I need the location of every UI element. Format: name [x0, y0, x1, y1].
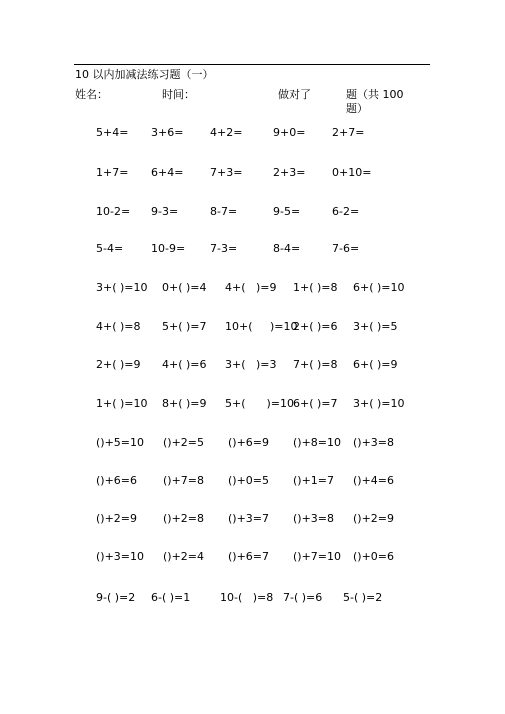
math-problem: 8-7= — [210, 205, 238, 218]
math-problem: ()+6=9 — [228, 436, 270, 449]
problem-row — [0, 166, 505, 182]
math-problem: 9-3= — [151, 205, 179, 218]
total-count-line1: 题（共 100 — [346, 88, 404, 101]
math-problem: 1+7= — [96, 166, 129, 179]
problem-row — [0, 550, 505, 566]
problem-row — [0, 436, 505, 452]
total-count-label — [346, 88, 416, 116]
math-problem: ()+2=8 — [163, 512, 205, 525]
math-problem: ()+4=6 — [353, 474, 395, 487]
math-problem: ()+3=7 — [228, 512, 270, 525]
math-problem: 10-9= — [151, 242, 186, 255]
math-problem: 2+( )=6 — [293, 320, 338, 333]
math-problem: 6-2= — [332, 205, 360, 218]
math-problem: 5-( )=2 — [343, 591, 383, 604]
math-problem: ()+2=9 — [96, 512, 138, 525]
math-problem: ()+2=5 — [163, 436, 205, 449]
math-problem: ()+7=8 — [163, 474, 205, 487]
math-problem: 2+3= — [273, 166, 306, 179]
math-problem: ()+3=8 — [353, 436, 395, 449]
math-problem: ()+0=6 — [353, 550, 395, 563]
problem-row — [0, 591, 505, 607]
problem-row — [0, 242, 505, 258]
problem-row — [0, 320, 505, 336]
math-problem: 7-( )=6 — [283, 591, 323, 604]
math-problem: 9+0= — [273, 126, 306, 139]
math-problem: 7-3= — [210, 242, 238, 255]
math-problem: ()+1=7 — [293, 474, 335, 487]
problem-row — [0, 126, 505, 142]
math-problem: 7-6= — [332, 242, 360, 255]
correct-count-label: 做对了 — [278, 88, 311, 101]
math-problem: 5+( )=10 — [225, 397, 294, 410]
math-problem: 10-( )=8 — [220, 591, 274, 604]
math-problem: 9-( )=2 — [96, 591, 136, 604]
math-problem: 3+( )=3 — [225, 358, 277, 371]
math-problem: 5-4= — [96, 242, 124, 255]
problem-row — [0, 474, 505, 490]
math-problem: 2+7= — [332, 126, 365, 139]
math-problem: ()+8=10 — [293, 436, 342, 449]
math-problem: 1+( )=8 — [293, 281, 338, 294]
math-problem: ()+2=4 — [163, 550, 205, 563]
worksheet-title: 10 以内加减法练习题（一） — [75, 68, 214, 81]
math-problem: 8+( )=9 — [162, 397, 207, 410]
math-problem: ()+7=10 — [293, 550, 342, 563]
problem-row — [0, 205, 505, 221]
math-problem: 2+( )=9 — [96, 358, 141, 371]
math-problem: 4+( )=8 — [96, 320, 141, 333]
math-problem: 5+( )=7 — [162, 320, 207, 333]
math-problem: 4+( )=6 — [162, 358, 207, 371]
math-problem: 5+4= — [96, 126, 129, 139]
math-problem: 10+( )=10 — [225, 320, 298, 333]
math-problem: ()+3=10 — [96, 550, 145, 563]
math-problem: 6+( )=9 — [353, 358, 398, 371]
math-problem: 6-( )=1 — [151, 591, 191, 604]
math-problem: 4+2= — [210, 126, 243, 139]
math-problem: ()+3=8 — [293, 512, 335, 525]
math-problem: 6+4= — [151, 166, 184, 179]
math-problem: 0+10= — [332, 166, 372, 179]
header-rule — [74, 64, 430, 65]
name-label: 姓名： — [75, 88, 108, 101]
math-problem: ()+6=7 — [228, 550, 270, 563]
problem-row — [0, 358, 505, 374]
math-problem: ()+0=5 — [228, 474, 270, 487]
math-problem: 6+( )=10 — [353, 281, 405, 294]
problem-row — [0, 281, 505, 297]
math-problem: ()+2=9 — [353, 512, 395, 525]
math-problem: 0+( )=4 — [162, 281, 207, 294]
math-problem: 10-2= — [96, 205, 131, 218]
math-problem: 3+( )=10 — [96, 281, 148, 294]
math-problem: 3+( )=10 — [353, 397, 405, 410]
math-problem: 9-5= — [273, 205, 301, 218]
math-problem: 1+( )=10 — [96, 397, 148, 410]
math-problem: 6+( )=7 — [293, 397, 338, 410]
math-problem: ()+6=6 — [96, 474, 138, 487]
math-problem: 7+( )=8 — [293, 358, 338, 371]
math-problem: 3+6= — [151, 126, 184, 139]
math-problem: 3+( )=5 — [353, 320, 398, 333]
problem-row — [0, 397, 505, 413]
time-label: 时间： — [162, 88, 195, 101]
math-problem: ()+5=10 — [96, 436, 145, 449]
math-problem: 7+3= — [210, 166, 243, 179]
total-count-line2: 题） — [346, 102, 368, 115]
math-problem: 4+( )=9 — [225, 281, 277, 294]
problem-row — [0, 512, 505, 528]
math-problem: 8-4= — [273, 242, 301, 255]
